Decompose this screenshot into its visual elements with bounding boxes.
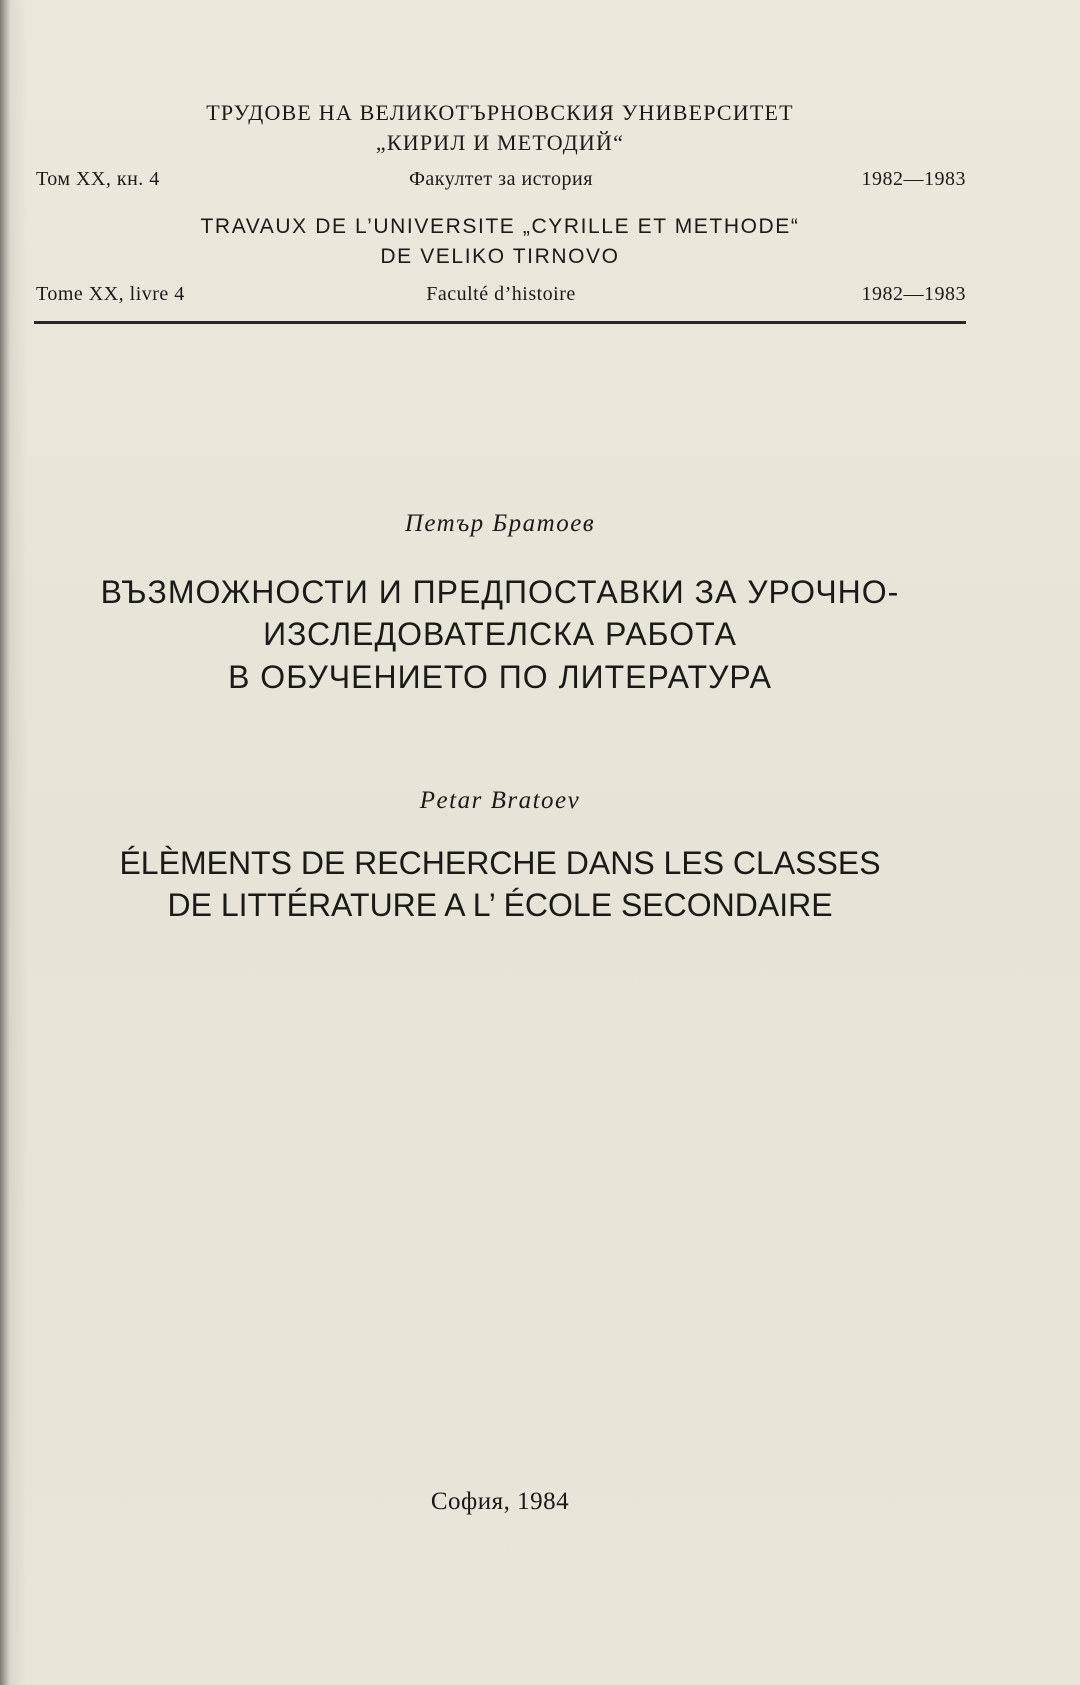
series-meta-fr xyxy=(36,283,966,313)
years-bg: 1982—1983 xyxy=(861,168,966,190)
years-fr: 1982—1983 xyxy=(861,283,966,305)
article-title-bg-line2: ИЗСЛЕДОВАТЕЛСКА РАБОТА xyxy=(263,616,737,652)
series-meta-bg xyxy=(36,168,966,198)
article-title-bg-line1: ВЪЗМОЖНОСТИ И ПРЕДПОСТАВКИ ЗА УРОЧНО- xyxy=(100,574,900,610)
series-title-bg-line1: ТРУДОВЕ НА ВЕЛИКОТЪРНОВСКИЯ УНИВЕРСИТЕТ xyxy=(206,100,794,125)
author-fr: Petar Bratoev xyxy=(419,787,581,814)
article-title-fr-line2: DE LITTÉRATURE A L’ ÉCOLE SECONDAIRE xyxy=(167,887,833,923)
author-bg: Петър Братоев xyxy=(404,510,596,537)
faculty-fr: Faculté d’histoire xyxy=(426,283,576,305)
series-title-bg-line2: „КИРИЛ И МЕТОДИЙ“ xyxy=(375,130,625,155)
series-title-fr-line1: TRAVAUX DE L’UNIVERSITE „CYRILLE ET METHODE“ xyxy=(200,215,800,238)
header-rule xyxy=(34,321,966,324)
volume-bg: Том XX, кн. 4 xyxy=(36,168,160,190)
article-title-bg-line3: В ОБУЧЕНИЕТО ПО ЛИТЕРАТУРА xyxy=(228,659,772,695)
volume-fr: Tome XX, livre 4 xyxy=(36,283,185,305)
article-title-fr-line1: ÉLÈMENTS DE RECHERCHE DANS LES CLASSES xyxy=(119,845,881,881)
series-title-fr-line2: DE VELIKO TIRNOVO xyxy=(380,245,620,268)
imprint-place-year: София, 1984 xyxy=(430,1488,570,1515)
faculty-bg: Факултет за история xyxy=(409,168,593,190)
